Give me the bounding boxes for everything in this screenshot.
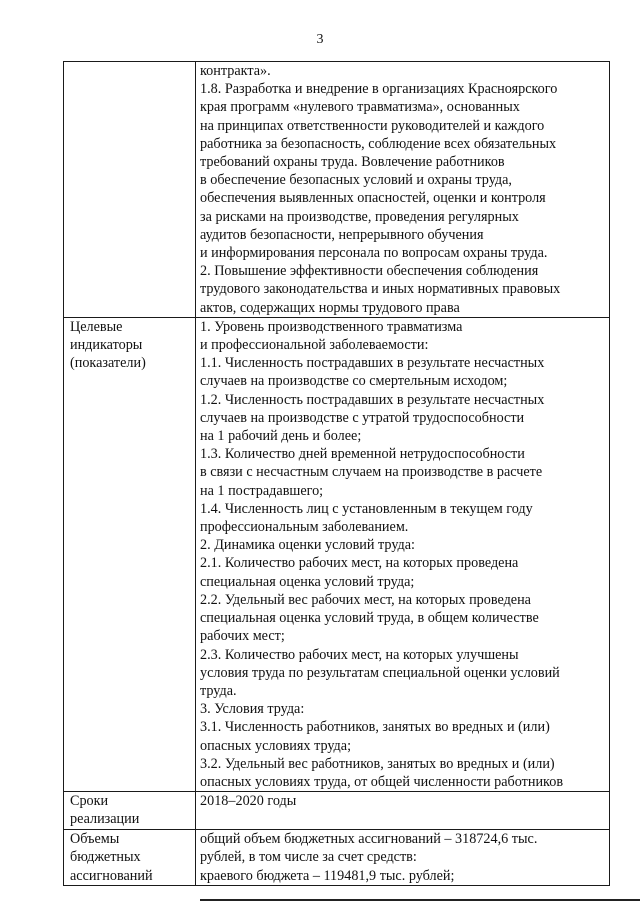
content-line: 2.1. Количество рабочих мест, на которых проведена — [200, 555, 519, 572]
content-line: 3.1. Численность работников, занятых во вредных и (или) — [200, 719, 550, 736]
row-content-target-indicators — [196, 317, 610, 791]
content-line: 2.2. Удельный вес рабочих мест, на которых проведена — [200, 591, 531, 608]
row-content-tasks — [196, 62, 610, 318]
label-line: бюджетных — [70, 849, 141, 866]
content-line: в обеспечение безопасных условий и охраны труда, — [200, 172, 512, 189]
content-line: случаев на производстве со смертельным исходом; — [200, 373, 508, 390]
row-content-budget-allocations — [196, 830, 610, 886]
content-line: специальная оценка условий труда, в общем количестве — [200, 610, 539, 627]
content-line: на 1 рабочий день и более; — [200, 428, 362, 445]
content-line: рабочих мест; — [200, 628, 285, 645]
table-row-implementation-period — [64, 792, 610, 830]
table-row-budget-allocations — [64, 830, 610, 886]
label-line: Целевые — [70, 318, 123, 335]
content-line: в связи с несчастным случаем на производстве в расчете — [200, 464, 543, 481]
content-line: аудитов безопасности, непрерывного обучения — [200, 226, 484, 243]
program-passport-table — [63, 61, 610, 886]
content-line: на 1 пострадавшего; — [200, 482, 324, 499]
row-label-implementation-period — [64, 792, 196, 830]
label-line: реализации — [70, 811, 140, 828]
content-line: за рисками на производстве, проведения регулярных — [200, 208, 519, 225]
content-line: 2. Динамика оценки условий труда: — [200, 537, 415, 554]
content-line: и информирования персонала по вопросам охраны труда. — [200, 245, 548, 262]
label-line: Объемы — [70, 831, 120, 848]
content-line: краевого бюджета – 119481,9 тыс. рублей; — [200, 867, 455, 884]
content-line: труда. — [200, 682, 237, 699]
row-label-budget-allocations — [64, 830, 196, 886]
label-line: индикаторы — [70, 337, 143, 354]
content-line: требований охраны труда. Вовлечение работников — [200, 154, 505, 171]
content-line: 1. Уровень производственного травматизма — [200, 318, 463, 335]
page-number: 3 — [316, 32, 324, 47]
content-line: 2.3. Количество рабочих мест, на которых улучшены — [200, 646, 519, 663]
content-line: 1.3. Количество дней временной нетрудоспособности — [200, 446, 525, 463]
content-line: рублей, в том числе за счет средств: — [200, 849, 417, 866]
table-row-target-indicators — [64, 317, 610, 791]
content-line: 3. Условия труда: — [200, 701, 305, 718]
content-line: 1.2. Численность пострадавших в результате несчастных — [200, 391, 545, 408]
label-line: Сроки — [70, 793, 109, 810]
row-label-target-indicators — [64, 317, 196, 791]
content-line: случаев на производстве с утратой трудоспособности — [200, 409, 525, 426]
content-line: 2018–2020 годы — [200, 793, 297, 810]
content-line: контракта». — [200, 63, 271, 79]
content-line: 2. Повышение эффективности обеспечения соблюдения — [200, 263, 539, 280]
content-line: опасных условиях труда, от общей численности работников — [200, 773, 564, 790]
content-line: обеспечения выявленных опасностей, оценки и контроля — [200, 190, 546, 207]
content-line: условия труда по результатам специальной оценки условий — [200, 664, 560, 681]
content-line: специальная оценка условий труда; — [200, 573, 415, 590]
content-line: общий объем бюджетных ассигнований – 318724,6 тыс. — [200, 831, 538, 848]
content-line: трудового законодательства и иных нормативных правовых — [200, 281, 561, 298]
content-line: профессиональным заболеванием. — [200, 519, 409, 536]
label-line: (показатели) — [70, 355, 146, 372]
scan-edge-divider — [200, 899, 640, 901]
content-line: 1.4. Численность лиц с установленным в текущем году — [200, 500, 533, 517]
content-line: края программ «нулевого травматизма», основанных — [200, 99, 520, 116]
content-line: опасных условиях труда; — [200, 737, 352, 754]
content-line: 1.8. Разработка и внедрение в организациях Красноярского — [200, 81, 558, 98]
content-line: работника за безопасность, соблюдение всех обязательных — [200, 135, 557, 152]
content-line: актов, содержащих нормы трудового права — [200, 299, 460, 316]
content-line: и профессиональной заболеваемости: — [200, 337, 429, 354]
label-line: ассигнований — [70, 867, 153, 884]
content-line: 1.1. Численность пострадавших в результате несчастных — [200, 355, 545, 372]
row-content-implementation-period — [196, 792, 610, 830]
content-line: на принципах ответственности руководителей и каждого — [200, 117, 545, 134]
content-line: 3.2. Удельный вес работников, занятых во вредных и (или) — [200, 755, 555, 772]
table-row-tasks-continued — [64, 62, 610, 318]
row-label-empty — [64, 62, 196, 318]
